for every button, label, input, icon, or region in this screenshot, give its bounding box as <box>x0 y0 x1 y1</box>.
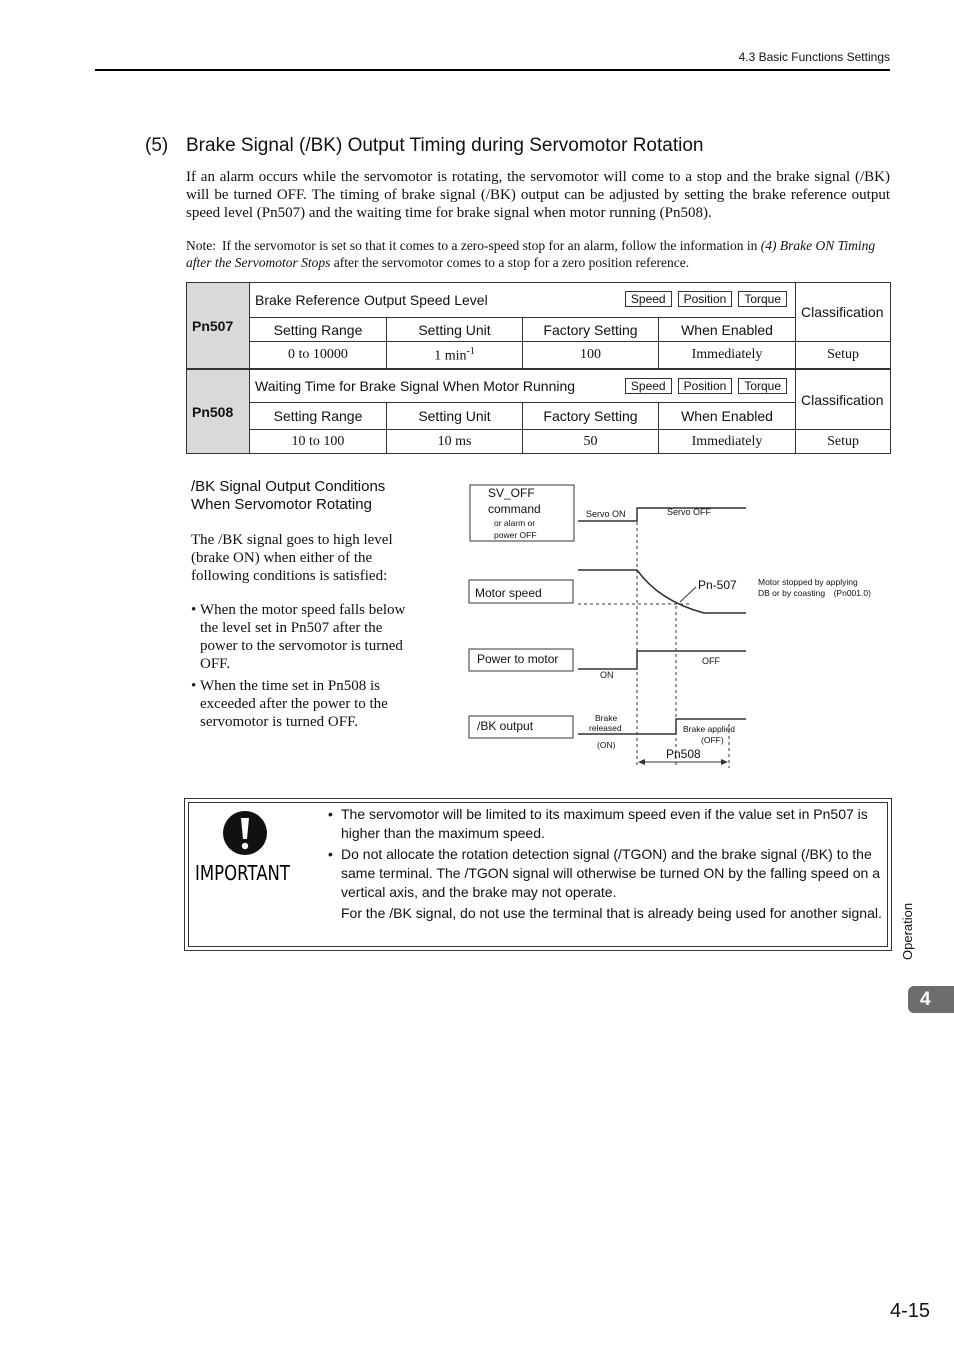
svoff-line4: power OFF <box>494 530 537 540</box>
header-factory-setting: Factory Setting <box>523 318 659 342</box>
header-when-enabled: When Enabled <box>659 403 796 430</box>
value-classification: Setup <box>796 342 891 369</box>
unit-superscript: -1 <box>466 345 475 357</box>
header-setting-range: Setting Range <box>250 318 387 342</box>
intro-paragraph: If an alarm occurs while the servomotor is rotating, the servomotor will come to a stop and the brake signal (/BK) will be turned OFF. The timing of brake signal (/BK) output can be adjusted by setting the brake reference output speed level (Pn507) and the waiting time for brake signal when motor running (Pn508). <box>186 169 890 221</box>
param-name-text: Brake Reference Output Speed Level <box>255 292 488 308</box>
running-header: 4.3 Basic Functions Settings <box>738 50 890 64</box>
classification-header: Classification <box>796 283 891 342</box>
bk-title-line1: /BK Signal Output Conditions <box>191 478 386 495</box>
tag-speed: Speed <box>625 378 672 394</box>
pn507-pointer <box>680 587 696 602</box>
header-rule <box>95 69 890 71</box>
list-item: • When the motor speed falls below the level set in Pn507 after the power to the servomotor is turned OFF. <box>191 601 416 673</box>
classification-header: Classification <box>796 370 891 430</box>
note <box>186 238 890 271</box>
chapter-side-label: Operation <box>900 902 915 960</box>
important-icon <box>192 808 296 888</box>
bk-on-label: (ON) <box>597 740 616 750</box>
pn507-label: Pn-507 <box>698 578 737 592</box>
tag-position: Position <box>678 291 733 307</box>
header-factory-setting: Factory Setting <box>523 403 659 430</box>
bk-body-text: The /BK signal goes to high level (brake ON) when either of the following conditions is satisfied: <box>191 532 393 584</box>
power-waveform <box>578 651 746 669</box>
param-name <box>250 283 796 318</box>
value-classification: Setup <box>796 430 891 454</box>
power-to-motor-label: Power to motor <box>477 652 559 666</box>
list-item: • When the time set in Pn508 is exceeded after the power to the servomotor is turned OFF. <box>191 677 416 731</box>
tag-speed: Speed <box>625 291 672 307</box>
value-setting-unit <box>387 342 523 369</box>
tag-torque: Torque <box>738 291 787 307</box>
servo-on-label: Servo ON <box>586 509 626 519</box>
list-item: • Do not allocate the rotation detection signal (/TGON) and the brake signal (/BK) to the same terminal. The /TGON signal will otherwise be turned ON by the falling speed on a vertical axis, and the brake may not operate. <box>326 845 883 902</box>
exclamation-dot <box>242 843 248 849</box>
important-label: IMPORTANT <box>195 861 291 885</box>
chapter-number: 4 <box>920 989 931 1010</box>
important-continuation: For the /BK signal, do not use the terminal that is already being used for another signal. <box>341 905 882 921</box>
stop-note-line2: DB or by coasting (Pn001.0) <box>758 588 871 598</box>
bk-timing-diagram <box>460 478 890 773</box>
header-setting-unit: Setting Unit <box>387 403 523 430</box>
header-setting-unit: Setting Unit <box>387 318 523 342</box>
tag-torque: Torque <box>738 378 787 394</box>
brake-released-line2: released <box>589 723 622 733</box>
power-off-label: OFF <box>702 656 720 666</box>
param-table-pn508 <box>186 369 891 454</box>
header-when-enabled: When Enabled <box>659 318 796 342</box>
value-setting-range: 0 to 10000 <box>250 342 387 369</box>
stop-note-line1: Motor stopped by applying <box>758 577 858 587</box>
important-list <box>326 805 883 923</box>
pn508-label: Pn508 <box>666 747 701 761</box>
value-factory-setting: 100 <box>523 342 659 369</box>
servo-off-label: Servo OFF <box>667 507 712 517</box>
svoff-line3: or alarm or <box>494 518 536 528</box>
note-reference: (4) Brake ON Timing after the Servomotor Stops <box>186 238 876 270</box>
note-label: Note: <box>186 238 216 253</box>
list-item: • The servomotor will be limited to its maximum speed even if the value set in Pn507 is higher than the maximum speed. <box>326 805 883 843</box>
param-id: Pn507 <box>187 283 250 369</box>
bk-output-label: /BK output <box>477 719 534 733</box>
value-factory-setting: 50 <box>523 430 659 454</box>
param-name <box>250 370 796 403</box>
param-name-text: Waiting Time for Brake Signal When Motor Running <box>255 378 576 394</box>
param-table-pn507 <box>186 282 891 369</box>
value-when-enabled: Immediately <box>659 430 796 454</box>
tag-position: Position <box>678 378 733 394</box>
svoff-line1: SV_OFF <box>488 486 535 500</box>
section-title <box>145 135 703 157</box>
unit-base: 1 min <box>434 348 467 364</box>
value-when-enabled: Immediately <box>659 342 796 369</box>
header-setting-range: Setting Range <box>250 403 387 430</box>
value-setting-unit: 10 ms <box>387 430 523 454</box>
motor-speed-label: Motor speed <box>475 586 542 600</box>
pn508-arrow-right <box>721 759 728 765</box>
note-text-1: If the servomotor is set so that it comes to a zero-speed stop for an alarm, follow the information in <box>222 238 761 253</box>
power-on-label: ON <box>600 670 614 680</box>
param-id: Pn508 <box>187 370 250 454</box>
value-setting-range: 10 to 100 <box>250 430 387 454</box>
bk-off-label: (OFF) <box>701 735 724 745</box>
pn508-arrow-left <box>638 759 645 765</box>
bk-conditions-body <box>191 531 416 735</box>
note-text-2: after the servomotor comes to a stop for a zero position reference. <box>330 254 690 270</box>
brake-applied-label: Brake applied <box>683 724 735 734</box>
svoff-line2: command <box>488 502 541 516</box>
section-heading: Brake Signal (/BK) Output Timing during Servomotor Rotation <box>186 135 704 156</box>
bk-conditions-title <box>191 478 385 514</box>
page-number: 4-15 <box>889 1300 930 1322</box>
bk-title-line2: When Servomotor Rotating <box>191 496 372 513</box>
bk-conditions-list <box>191 601 416 731</box>
brake-released-line1: Brake <box>595 713 618 723</box>
section-number: (5) <box>145 135 169 156</box>
chapter-tab <box>908 986 954 1013</box>
